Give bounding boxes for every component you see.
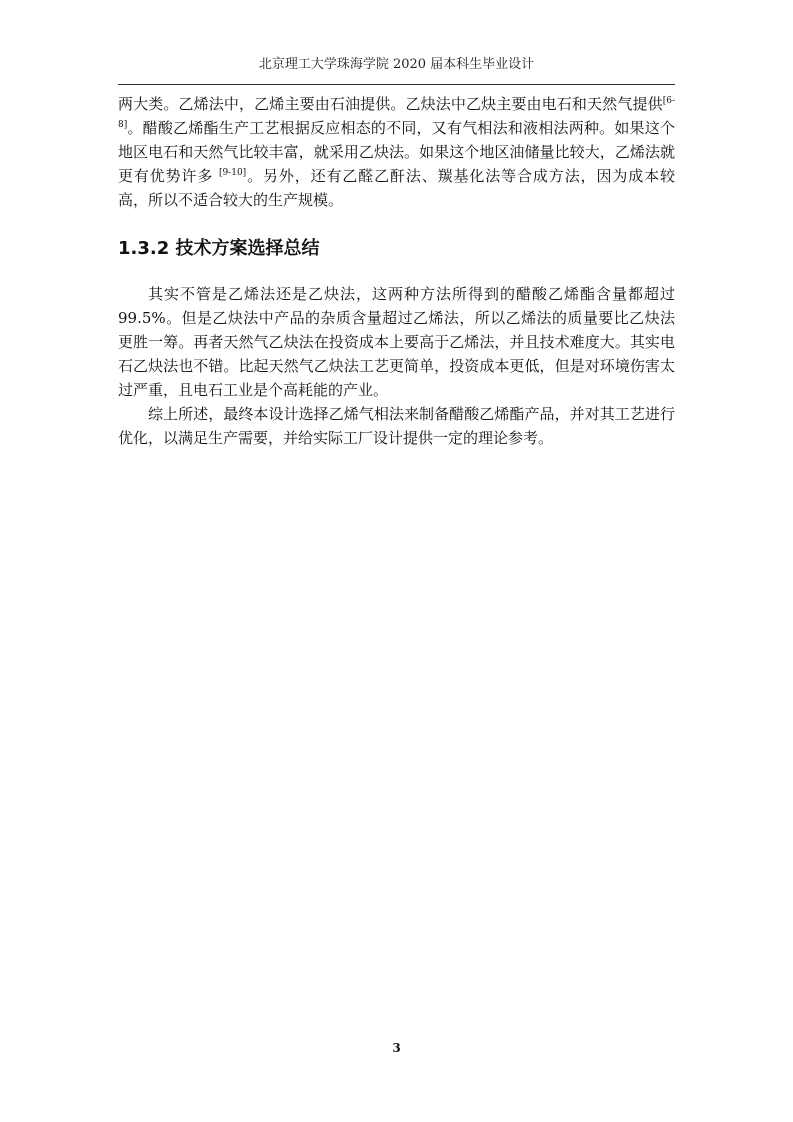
- paragraph-process-overview: [118, 92, 675, 212]
- header-text: 北京理工大学珠海学院 2020 届本科生毕业设计: [258, 57, 535, 72]
- citation-9-10: [9-10]: [218, 168, 247, 178]
- header-divider: [118, 84, 675, 85]
- paragraph-text: 。另外，还有乙醛乙酐法、羰基化法等合成方法，因为成本较高，所以不适合较大的生产规模。: [118, 167, 675, 209]
- paragraph-text: 两大类。乙烯法中，乙烯主要由石油提供。乙炔法中乙炔主要由电石和天然气提供: [118, 95, 663, 113]
- paragraph-conclusion: 综上所述，最终本设计选择乙烯气相法来制备醋酸乙烯酯产品，并对其工艺进行优化，以满足生产需要，并给实际工厂设计提供一定的理论参考。: [118, 405, 675, 447]
- document-body: [118, 92, 675, 450]
- page-number: 3: [392, 1041, 401, 1055]
- page-header: [0, 56, 793, 74]
- section-heading: 1.3.2 技术方案选择总结: [118, 238, 320, 259]
- paragraph-text: 。醋酸乙烯酯生产工艺根据反应相态的不同，又有气相法和液相法两种。如果这个地区电石和天然气比较丰富，就采用乙炔法。如果这个地区油储量比较大，乙烯法就更有优势许多: [118, 119, 675, 185]
- paragraph-method-comparison: 其实不管是乙烯法还是乙炔法，这两种方法所得到的醋酸乙烯酯含量都超过 99.5%。但是乙炔法中产品的杂质含量超过乙烯法，所以乙烯法的质量要比乙炔法更胜一筹。再者天然气乙炔法在投资成本上要高于乙烯法，并且技术难度大。其实电石乙炔法也不错。比起天然气乙炔法工艺更简单，投资成本更低，但是对环境伤害太过严重，且电石工业是个高耗能的产业。: [118, 285, 675, 399]
- citation-6-8: [6-8]: [118, 96, 675, 130]
